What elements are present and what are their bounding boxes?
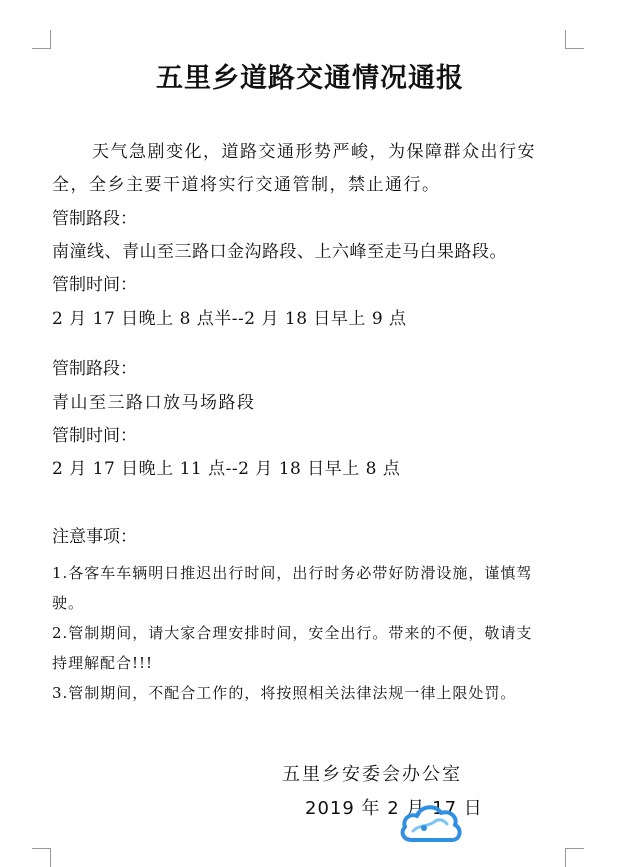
notice-line: 持理解配合!!! [52, 654, 154, 672]
intro-line-1: 天气急剧变化，道路交通形势严峻，为保障群众出行安 [92, 142, 536, 162]
document-title: 五里乡道路交通情况通报 [156, 63, 464, 94]
signature-organization: 五里乡安委会办公室 [282, 764, 462, 785]
cloud-logo-icon [398, 800, 464, 846]
section-2-road-text: 青山至三路口放马场路段 [52, 393, 256, 413]
notice-line: 3.管制期间，不配合工作的，将按照相关法律法规一律上限处罚。 [52, 684, 517, 702]
section-2-road-heading: 管制路段： [52, 359, 137, 379]
crop-mark-top-right [565, 30, 584, 49]
signature-date: 2019 年 2 月 17 日 [305, 798, 483, 819]
section-1-road-heading: 管制路段： [52, 209, 137, 229]
crop-mark-bottom-left [32, 848, 51, 867]
notice-line: 1.各客车车辆明日推迟出行时间，出行时务必带好防滑设施，谨慎驾 [52, 564, 533, 582]
notice-line: 驶。 [52, 594, 85, 612]
crop-mark-bottom-right [565, 848, 584, 867]
section-2-time-text: 2 月 17 日晚上 11 点--2 月 18 日早上 8 点 [52, 459, 401, 479]
section-1-road-text: 南潼线、青山至三路口金沟路段、上六峰至走马白果路段。 [52, 242, 507, 262]
section-1-time-heading: 管制时间： [52, 275, 137, 295]
intro-line-2: 全，全乡主要干道将实行交通管制，禁止通行。 [52, 175, 441, 195]
section-1-time-text: 2 月 17 日晚上 8 点半--2 月 18 日早上 9 点 [52, 309, 407, 329]
crop-mark-top-left [32, 30, 51, 49]
notice-heading: 注意事项： [52, 527, 137, 547]
section-2-time-heading: 管制时间： [52, 426, 137, 446]
notice-line: 2.管制期间，请大家合理安排时间，安全出行。带来的不便，敬请支 [52, 624, 533, 642]
